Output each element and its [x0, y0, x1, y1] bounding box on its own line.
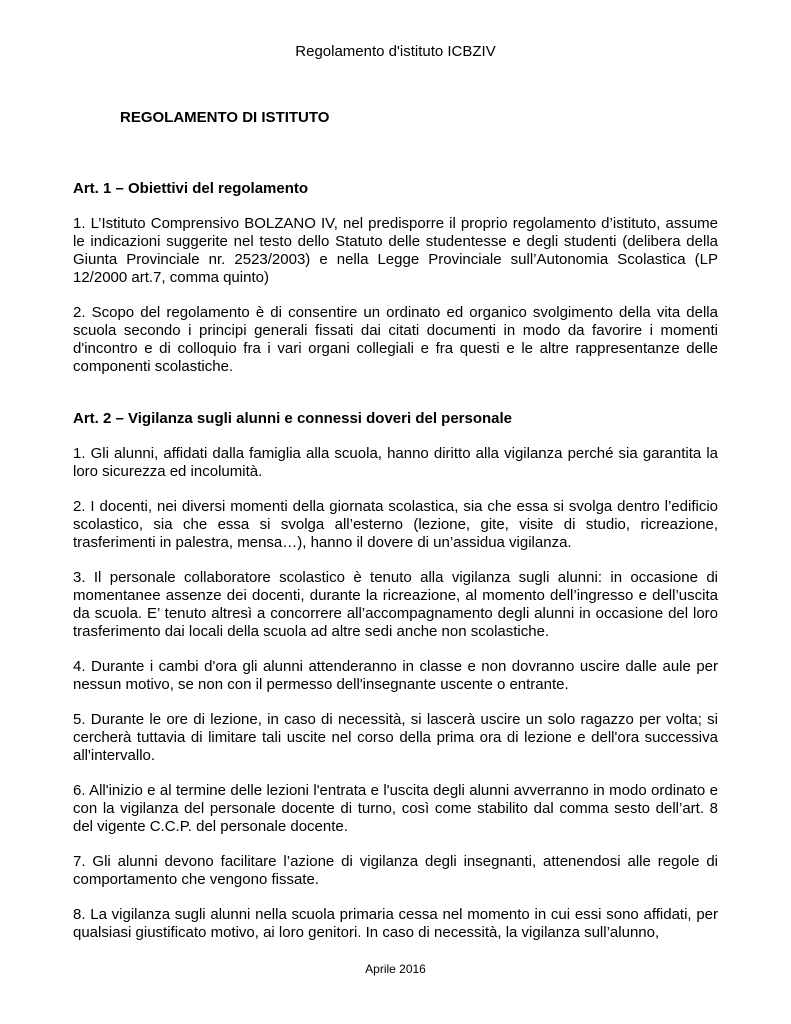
document-title: REGOLAMENTO DI ISTITUTO	[120, 109, 330, 126]
paragraph: 1. L’Istituto Comprensivo BOLZANO IV, nel predisporre il proprio regolamento d’istituto, assume le indicazioni suggerite nel testo dello Statuto delle studentesse e degli studenti (delibera della Giunta Provinciale nr. 2523/2003) e nella Legge Provinciale sull’Autonomia Scolastica (LP 12/2000 art.7, comma quinto)	[73, 215, 718, 286]
article-title: Art. 2 – Vigilanza sugli alunni e connessi doveri del personale	[73, 410, 513, 427]
paragraph: 6. All'inizio e al termine delle lezioni l'entrata e l'uscita degli alunni avverranno in modo ordinato e con la vigilanza del personale docente di turno, così come stabilito dal comma sesto dell’art. 8 del vigente C.C.P. del personale docente.	[73, 782, 718, 835]
paragraph: 5. Durante le ore di lezione, in caso di necessità, si lascerà uscire un solo ragazzo per volta; si cercherà tuttavia di limitare tali uscite nel corso della prima ora di lezione e dell'ora successiva all'intervallo.	[73, 711, 718, 764]
paragraph: 3. Il personale collaboratore scolastico è tenuto alla vigilanza sugli alunni: in occasione di momentanee assenze dei docenti, durante la ricreazione, al momento dell’ingresso e dell’uscita da scuola. E’ tenuto altresì a concorrere all’accompagnamento degli alunni in occasione del loro trasferimento dai locali della scuola ad altre sedi anche non scolastiche.	[73, 569, 718, 640]
article-1	[73, 180, 718, 376]
paragraph: 1. Gli alunni, affidati dalla famiglia alla scuola, hanno diritto alla vigilanza perché sia garantita la loro sicurezza ed incolumità.	[73, 445, 718, 480]
running-footer: Aprile 2016	[365, 962, 426, 976]
paragraph: 2. Scopo del regolamento è di consentire un ordinato ed organico svolgimento della vita della scuola secondo i principi generali fissati dai citati documenti in modo da favorire i momenti d'incontro e di colloquio fra i vari organi collegiali e fra questi e le altre rappresentanze delle componenti scolastiche.	[73, 304, 718, 375]
paragraph: 4. Durante i cambi d'ora gli alunni attenderanno in classe e non dovranno uscire dalle aule per nessun motivo, se non con il permesso dell'insegnante uscente o entrante.	[73, 658, 718, 693]
paragraph: 7. Gli alunni devono facilitare l’azione di vigilanza degli insegnanti, attenendosi alle regole di comportamento che vengono fissate.	[73, 853, 718, 888]
article-title: Art. 1 – Obiettivi del regolamento	[73, 180, 309, 197]
paragraph: 8. La vigilanza sugli alunni nella scuola primaria cessa nel momento in cui essi sono affidati, per qualsiasi giustificato motivo, ai loro genitori. In caso di necessità, la vigilanza sull’alunno,	[73, 906, 718, 941]
paragraph: 2. I docenti, nei diversi momenti della giornata scolastica, sia che essa si svolga dentro l’edificio scolastico, sia che essa si svolga all’esterno (lezione, gite, visite di studio, ricreazione, trasferimenti in palestra, mensa…), hanno il dovere di un’assidua vigilanza.	[73, 498, 718, 551]
document-body	[73, 180, 718, 959]
article-2	[73, 410, 718, 942]
running-header: Regolamento d'istituto ICBZIV	[295, 43, 496, 60]
